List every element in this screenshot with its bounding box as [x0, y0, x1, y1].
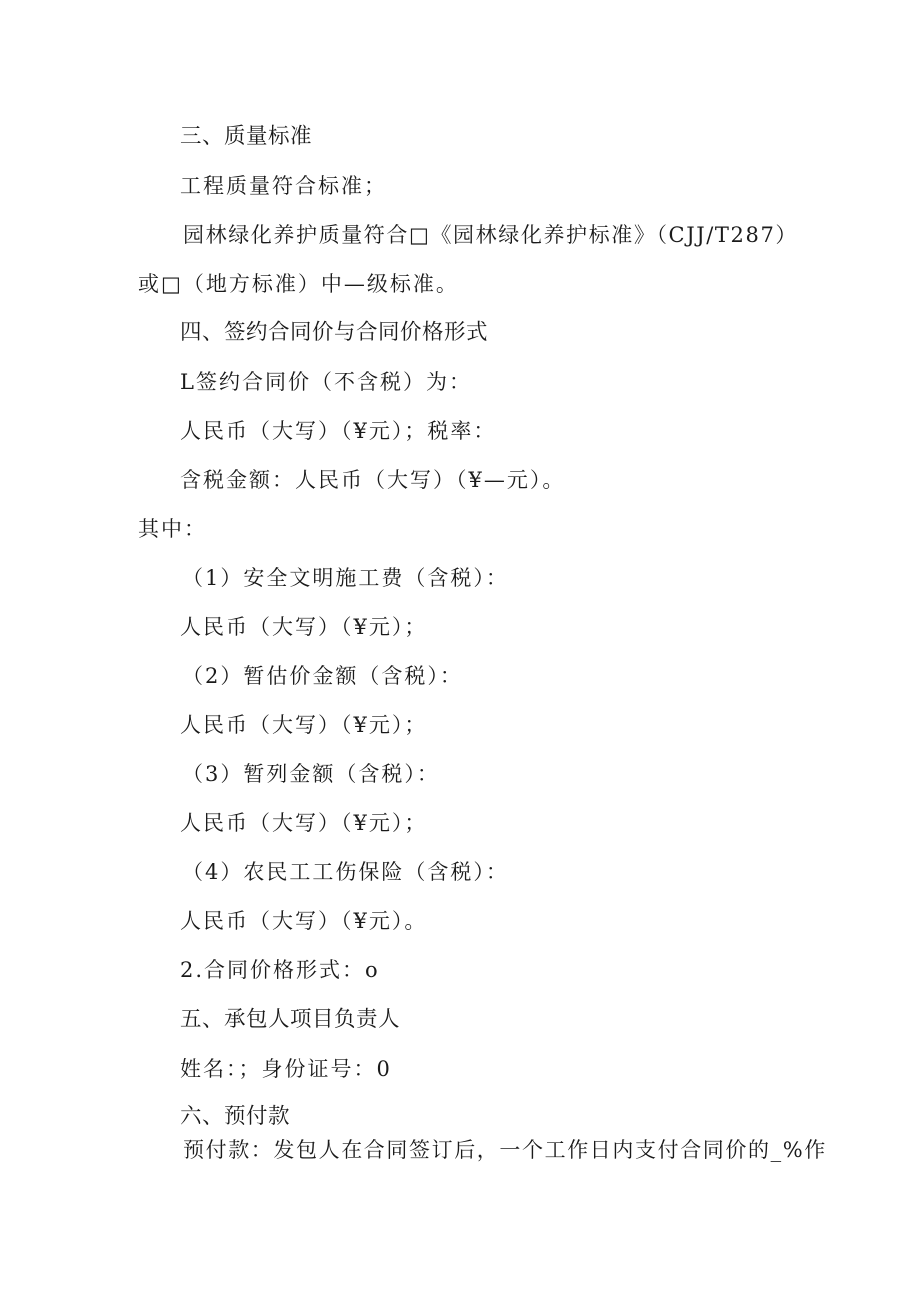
- paragraph-rmb-tax-rate: 人民币（大写）（¥元）；税率：: [180, 419, 497, 443]
- list-item-injury-insurance-amount: 人民币（大写）（¥元）。: [180, 909, 428, 933]
- list-item-provisional-sum-amount: 人民币（大写）（¥元）；: [180, 811, 428, 835]
- paragraph-signed-price: L签约合同价（不含税）为：: [180, 370, 472, 394]
- paragraph-among-which: 其中：: [138, 517, 207, 541]
- section-heading-quality-standard: 三、质量标准: [180, 124, 313, 149]
- paragraph-greening-quality: 园林绿化养护质量符合□《园林绿化养护标准》（CJJ/T287）: [183, 223, 799, 247]
- paragraph-advance-payment: 预付款：发包人在合同签订后，一个工作日内支付合同价的_%作: [183, 1138, 827, 1162]
- paragraph-tax-inclusive-amount: 含税金额：人民币（大写）（¥—元）。: [180, 468, 566, 492]
- paragraph-local-standard: 或□（地方标准）中—级标准。: [138, 272, 459, 296]
- list-item-safety-fee: （1）安全文明施工费（含税）：: [182, 566, 509, 590]
- paragraph-price-form: 2.合同价格形式：o: [180, 958, 380, 982]
- list-item-provisional-price-amount: 人民币（大写）（¥元）；: [180, 713, 428, 737]
- section-heading-contract-price: 四、签约合同价与合同价格形式: [180, 320, 489, 345]
- list-item-safety-fee-amount: 人民币（大写）（¥元）；: [180, 615, 428, 639]
- section-heading-advance-payment: 六、预付款: [180, 1104, 291, 1129]
- paragraph-name-id: 姓名：；身份证号：0: [180, 1057, 392, 1081]
- section-heading-project-manager: 五、承包人项目负责人: [180, 1007, 401, 1032]
- list-item-provisional-sum: （3）暂列金额（含税）：: [182, 762, 440, 786]
- list-item-injury-insurance: （4）农民工工伤保险（含税）：: [182, 860, 509, 884]
- paragraph-project-quality: 工程质量符合标准；: [180, 174, 387, 198]
- list-item-provisional-price: （2）暂估价金额（含税）：: [182, 664, 463, 688]
